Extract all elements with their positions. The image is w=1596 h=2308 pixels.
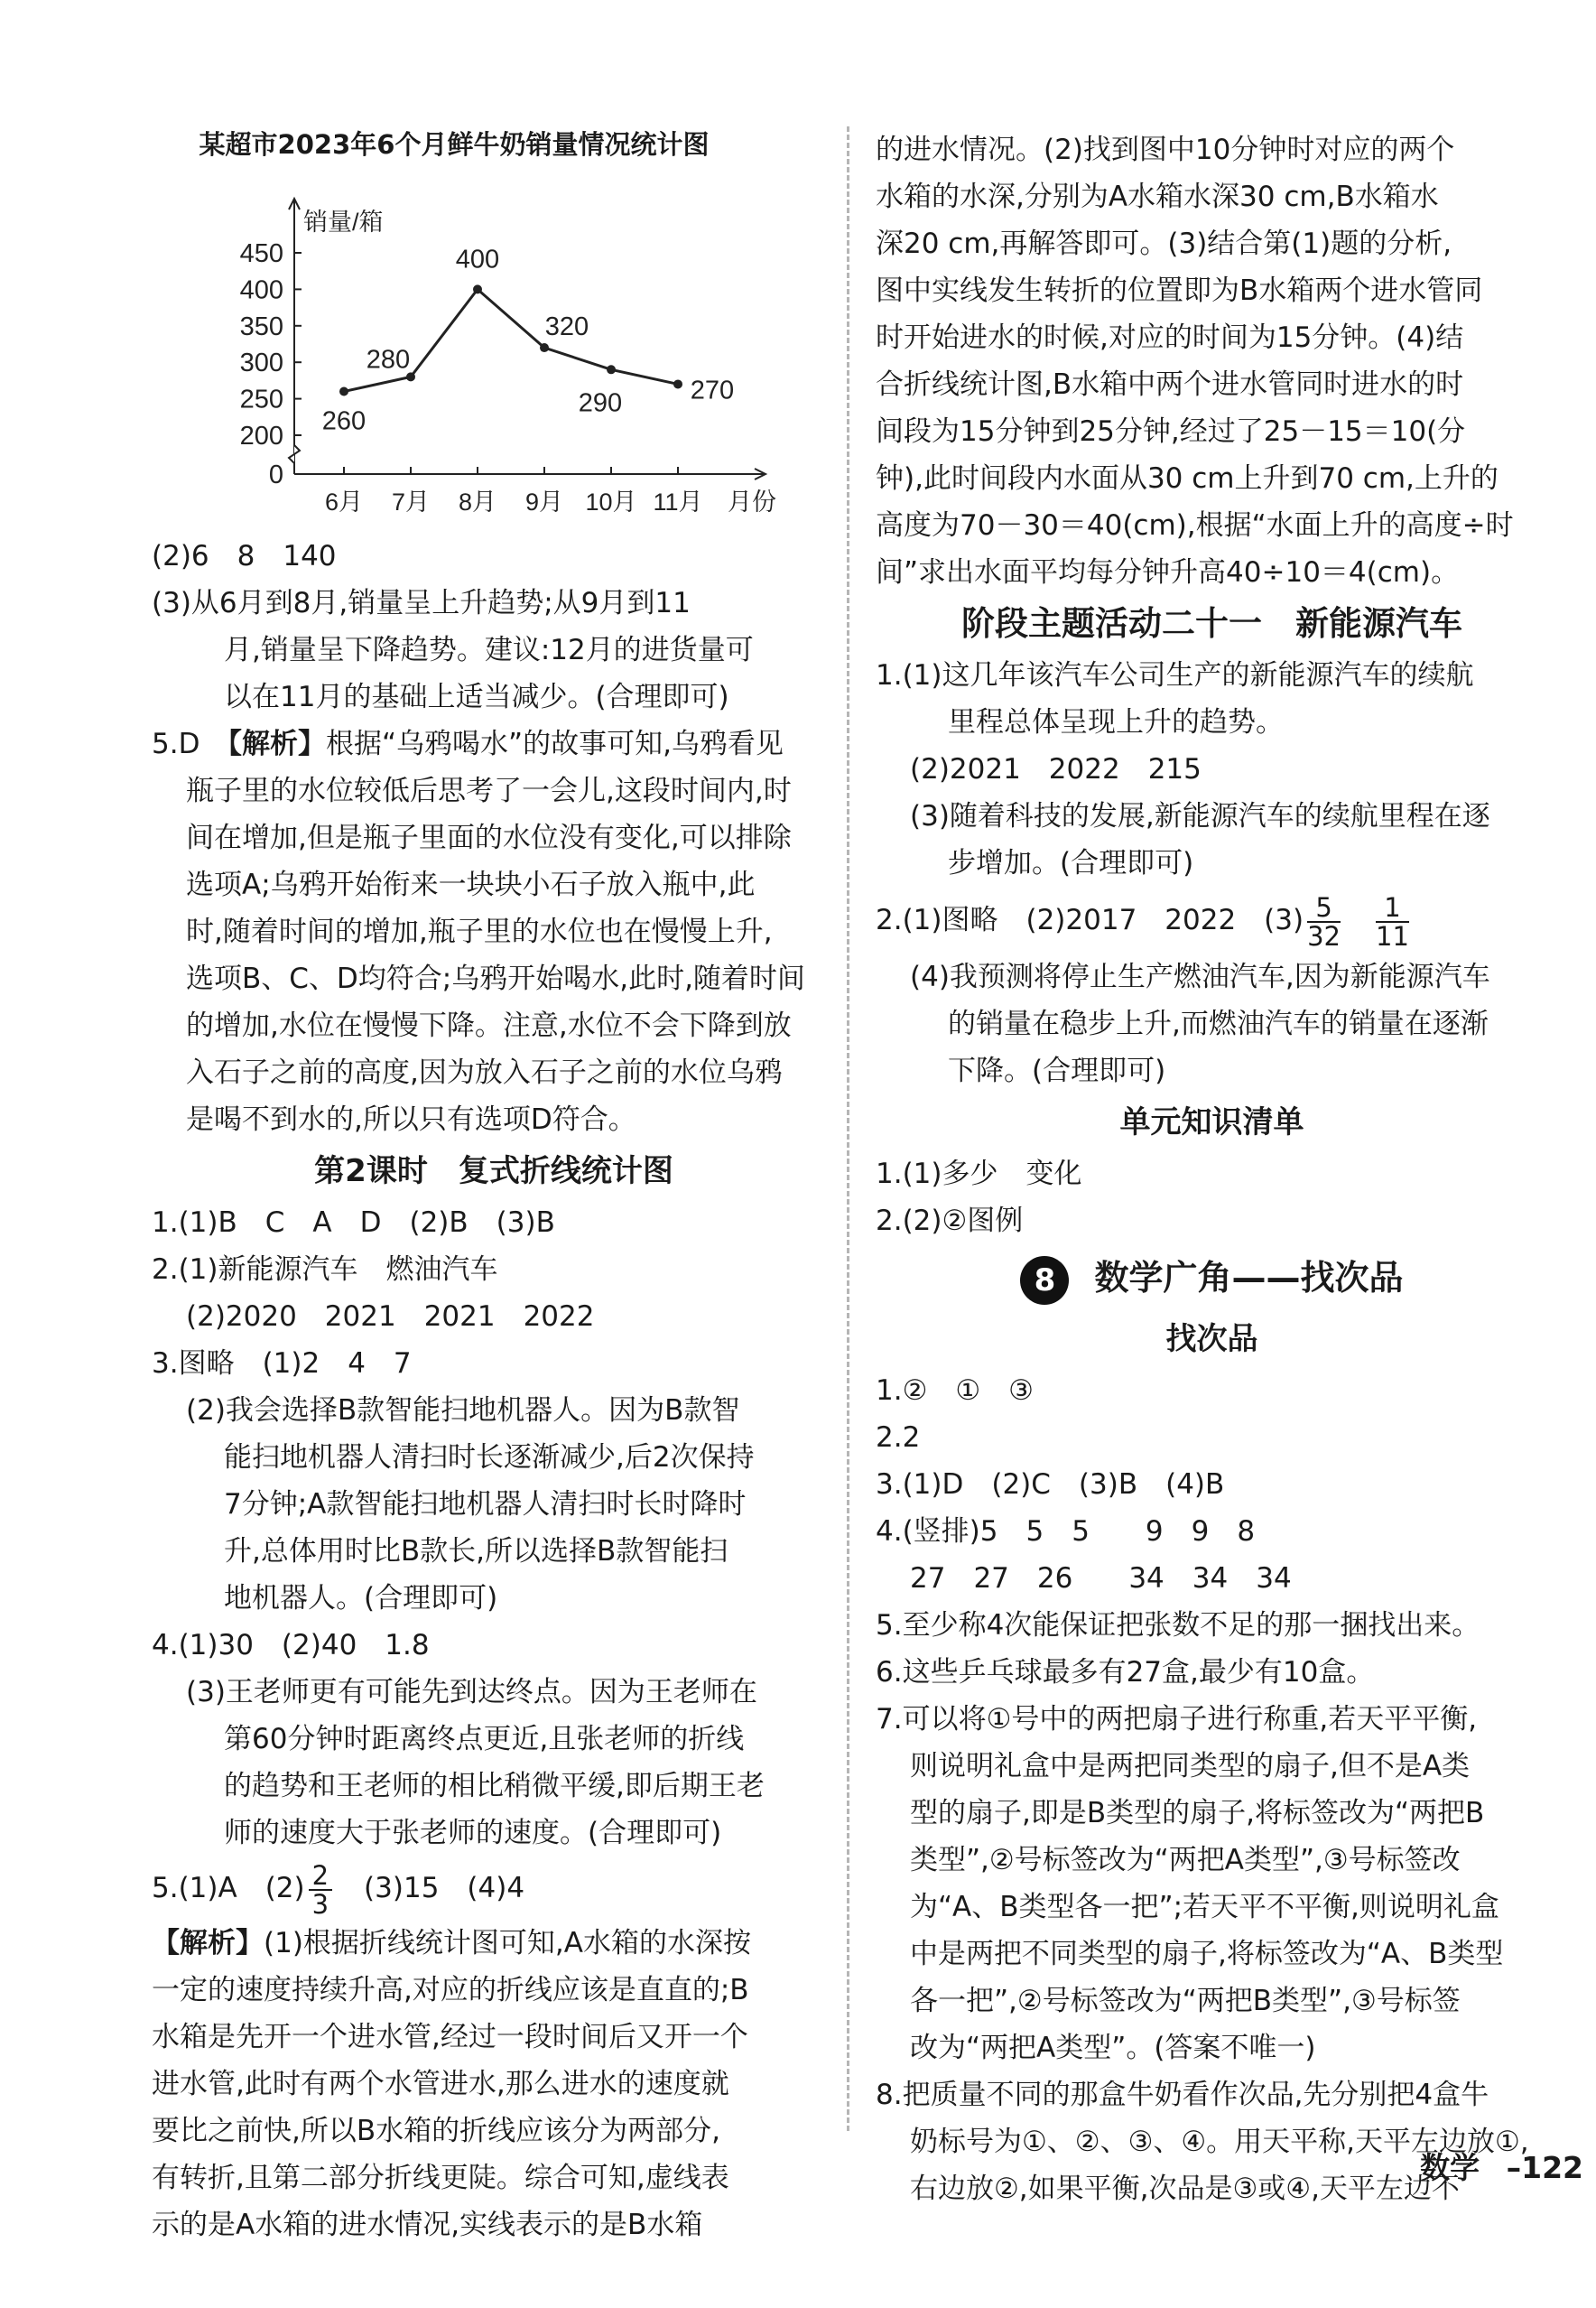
analysis-tag: 【解析】	[152, 1927, 264, 1959]
answer-line: 则说明礼盒中是两把同类型的扇子,但不是A类	[910, 1750, 1471, 1782]
data-label: 290	[578, 388, 623, 418]
answer-line: 的趋势和王老师的相比稍微平缓,即后期王老	[224, 1770, 765, 1802]
answer-line: 7分钟;A款智能扫地机器人清扫时长时降时	[224, 1488, 747, 1521]
answer-line: 瓶子里的水位较低后思考了一会儿,这段时间内,时	[186, 775, 792, 807]
answer-line: 以在11月的基础上适当减少。(合理即可)	[224, 681, 729, 713]
answer-line: 步增加。(合理即可)	[948, 847, 1194, 879]
x-axis-label: 月份	[728, 489, 776, 516]
answer-line: 8.把质量不同的那盒牛奶看作次品,先分别把4盒牛	[876, 2079, 1489, 2111]
answer-line: 是喝不到水的,所以只有选项D符合。	[186, 1103, 636, 1136]
analysis-tag: 【解析】	[227, 728, 326, 760]
data-point	[540, 343, 549, 352]
x-tick-label: 10月	[585, 489, 637, 516]
analysis-line: 高度为70－30＝40(cm),根据“水面上升的高度÷时	[876, 509, 1514, 542]
column-divider	[847, 126, 849, 2131]
answer-line: 时,随着时间的增加,瓶子里的水位也在慢慢上升,	[186, 916, 773, 948]
answer-text: (3)15 (4)4	[336, 1872, 525, 1904]
x-tick-label: 8月	[458, 489, 497, 516]
answer-line: 1.(1)这几年该汽车公司生产的新能源汽车的续航	[876, 659, 1474, 692]
answer-line: (2)我会选择B款智能扫地机器人。因为B款智	[186, 1394, 740, 1427]
unit-heading	[876, 1244, 1548, 1311]
series-line	[344, 289, 678, 391]
y-tick-label: 400	[239, 275, 283, 305]
answer-line: 27 27 26 34 34 34	[910, 1562, 1292, 1595]
answer-line: 3.(1)D (2)C (3)B (4)B	[876, 1468, 1225, 1501]
subject-label: 数学	[1420, 2150, 1480, 2185]
answer-line: (4)我预测将停止生产燃油汽车,因为新能源汽车	[910, 961, 1490, 993]
answer-q2-activity	[876, 887, 1548, 954]
answer-line: 6.这些乒乓球最多有27盒,最少有10盒。	[876, 1656, 1375, 1689]
fraction-denominator: 3	[311, 1888, 329, 1920]
fraction-denominator: 32	[1307, 920, 1341, 952]
answer-line: (3)王老师更有可能先到达终点。因为王老师在	[186, 1676, 757, 1708]
data-point	[607, 365, 616, 374]
y-tick-label: 200	[239, 422, 283, 451]
analysis-line: 示的是A水箱的进水情况,实线表示的是B水箱	[152, 2209, 703, 2241]
analysis-line: 水箱的水深,分别为A水箱水深30 cm,B水箱水	[876, 181, 1439, 213]
fraction-denominator: 11	[1376, 920, 1409, 952]
lesson-2-title: 第2课时 复式折线统计图	[314, 1153, 673, 1189]
analysis-line: 合折线统计图,B水箱中两个进水管同时进水的时	[876, 368, 1464, 401]
answer-line: 中是两把不同类型的扇子,将标签改为“A、B类型	[910, 1938, 1504, 1970]
y-axis-label: 销量/箱	[303, 209, 384, 236]
unit-number-badge: 8	[1020, 1256, 1069, 1305]
answer-line: 月,销量呈下降趋势。建议:12月的进货量可	[224, 634, 754, 666]
answer-line: (2)2020 2021 2021 2022	[186, 1300, 595, 1333]
milk-sales-line-chart	[152, 163, 784, 533]
analysis-line: 钟),此时间段内水面从30 cm上升到70 cm,上升的	[876, 462, 1499, 495]
answer-line: 改为“两把A类型”。(答案不唯一)	[910, 2032, 1316, 2064]
answer-line: 第60分钟时距离终点更近,且张老师的折线	[224, 1723, 745, 1755]
answer-line: 右边放②,如果平衡,次品是③或④,天平左边不	[910, 2173, 1460, 2205]
answer-line: (3)随着科技的发展,新能源汽车的续航里程在逐	[910, 800, 1490, 833]
answer-line: 师的速度大于张老师的速度。(合理即可)	[224, 1817, 722, 1849]
analysis-line: 水箱是先开一个进水管,经过一段时间后又开一个	[152, 2021, 748, 2053]
fraction-numerator: 2	[309, 1862, 332, 1891]
answer-line: 升,总体用时比B款长,所以选择B款智能扫	[224, 1535, 728, 1568]
page-number: –122	[1506, 2150, 1583, 2185]
answer-line: 选项B、C、D均符合;乌鸦开始喝水,此时,随着时间	[186, 963, 805, 995]
analysis-line: 一定的速度持续升高,对应的折线应该是直直的;B	[152, 1974, 749, 2006]
data-label: 320	[544, 312, 589, 342]
answer-line: 选项A;乌鸦开始衔来一块块小石子放入瓶中,此	[186, 869, 756, 901]
fraction-numerator: 5	[1307, 894, 1341, 923]
analysis-line: 深20 cm,再解答即可。(3)结合第(1)题的分析,	[876, 228, 1452, 260]
y-tick-label: 450	[239, 239, 283, 268]
answer-line: 2.(2)②图例	[876, 1205, 1024, 1237]
answer-line: 为“A、B类型各一把”;若天平不平衡,则说明礼盒	[910, 1891, 1499, 1923]
analysis-line: 的进水情况。(2)找到图中10分钟时对应的两个	[876, 134, 1455, 166]
y-tick-label: 250	[239, 385, 283, 414]
answer-line: 能扫地机器人清扫时长逐渐减少,后2次保持	[224, 1441, 755, 1474]
answer-line: 地机器人。(合理即可)	[224, 1582, 498, 1615]
answer-line: 各一把”,②号标签改为“两把B类型”,③号标签	[910, 1985, 1461, 2017]
x-tick-label: 11月	[653, 489, 703, 516]
data-point	[339, 387, 348, 396]
answer-line: (2)2021 2022 215	[910, 753, 1202, 786]
answer-text: 5.(1)A (2)	[152, 1872, 305, 1904]
answer-line: 3.图略 (1)2 4 7	[152, 1347, 412, 1380]
axis-break-mark	[289, 445, 300, 463]
activity-title: 阶段主题活动二十一 新能源汽车	[961, 604, 1462, 643]
answer-line: 7.可以将①号中的两把扇子进行称重,若天平平衡,	[876, 1703, 1478, 1736]
left-column	[152, 126, 836, 2248]
answer-line: 1.(1)B C A D (2)B (3)B	[152, 1206, 555, 1239]
x-tick-label: 7月	[391, 489, 431, 516]
answer-line: 1.② ① ③	[876, 1374, 1034, 1407]
data-point	[673, 379, 682, 388]
answer-line: 的增加,水位在慢慢下降。注意,水位不会下降到放	[186, 1010, 792, 1042]
answer-line: (2)6 8 140	[152, 540, 337, 572]
answer-line: 里程总体呈现上升的趋势。	[948, 706, 1284, 739]
analysis-line: 间”求出水面平均每分钟升高40÷10＝4(cm)。	[876, 556, 1460, 589]
fraction	[1376, 891, 1409, 952]
answer-line: 下降。(合理即可)	[948, 1055, 1166, 1087]
answer-line: 5.至少称4次能保证把张数不足的那一捆找出来。	[876, 1609, 1480, 1642]
x-tick-label: 6月	[324, 489, 364, 516]
data-label: 280	[366, 345, 411, 375]
analysis-line: 时开始进水的时候,对应的时间为15分钟。(4)结	[876, 321, 1464, 354]
data-label: 260	[321, 406, 367, 436]
answer-line: 类型”,②号标签改为“两把A类型”,③号标签改	[910, 1844, 1461, 1876]
answer-line: 4.(竖排)5 5 5 9 9 8	[876, 1515, 1256, 1548]
page-footer	[1420, 2145, 1583, 2187]
answer-q5-lesson2	[152, 1857, 836, 1920]
answer-line: 1.(1)多少 变化	[876, 1158, 1082, 1190]
section-title: 找次品	[1165, 1321, 1258, 1357]
y-tick-label: 350	[239, 312, 283, 341]
fraction	[1307, 891, 1341, 952]
analysis-line: 要比之前快,所以B水箱的折线应该分为两部分,	[152, 2115, 720, 2147]
q5-number: 5.D	[152, 728, 228, 760]
data-label: 400	[455, 245, 500, 275]
knowledge-list-title: 单元知识清单	[1119, 1104, 1304, 1140]
y-tick-label: 300	[239, 349, 283, 378]
answer-line: (3)从6月到8月,销量呈上升趋势;从9月到11	[152, 587, 691, 619]
analysis-line: 间段为15分钟到25分钟,经过了25－15＝10(分	[876, 415, 1466, 448]
right-column	[876, 126, 1548, 2212]
analysis-line	[152, 1920, 836, 1967]
answer-q5	[152, 721, 836, 768]
data-label: 270	[690, 376, 735, 405]
answer-line: 的销量在稳步上升,而燃油汽车的销量在逐渐	[948, 1008, 1489, 1040]
y-tick-label: 0	[268, 461, 283, 489]
analysis-line: 有转折,且第二部分折线更陡。综合可知,虚线表	[152, 2162, 729, 2194]
answer-line: 入石子之前的高度,因为放入石子之前的水位乌鸦	[186, 1056, 783, 1089]
answer-line: 4.(1)30 (2)40 1.8	[152, 1629, 430, 1661]
answer-text: 2.(1)图略 (2)2017 2022 (3)	[876, 904, 1304, 936]
answer-line: 奶标号为①、②、③、④。用天平称,天平左边放①,	[910, 2126, 1529, 2158]
analysis-line: 进水管,此时有两个水管进水,那么进水的速度就	[152, 2068, 729, 2100]
fraction	[309, 1859, 332, 1920]
x-tick-label: 9月	[524, 489, 564, 516]
q5-text: 根据“乌鸦喝水”的故事可知,乌鸦看见	[325, 728, 784, 760]
answer-line: 型的扇子,即是B类型的扇子,将标签改为“两把B	[910, 1797, 1485, 1829]
chart-title: 某超市2023年6个月鲜牛奶销量情况统计图	[199, 129, 710, 160]
answer-line: 2.2	[876, 1421, 921, 1454]
answer-line: 2.(1)新能源汽车 燃油汽车	[152, 1253, 498, 1286]
unit-title: 数学广角——找次品	[1094, 1258, 1404, 1298]
analysis-text: (1)根据折线统计图可知,A水箱的水深按	[264, 1927, 751, 1959]
fraction-numerator: 1	[1376, 894, 1409, 923]
analysis-line: 图中实线发生转折的位置即为B水箱两个进水管同	[876, 275, 1483, 307]
data-point	[473, 284, 482, 293]
answer-line: 间在增加,但是瓶子里面的水位没有变化,可以排除	[186, 822, 792, 854]
